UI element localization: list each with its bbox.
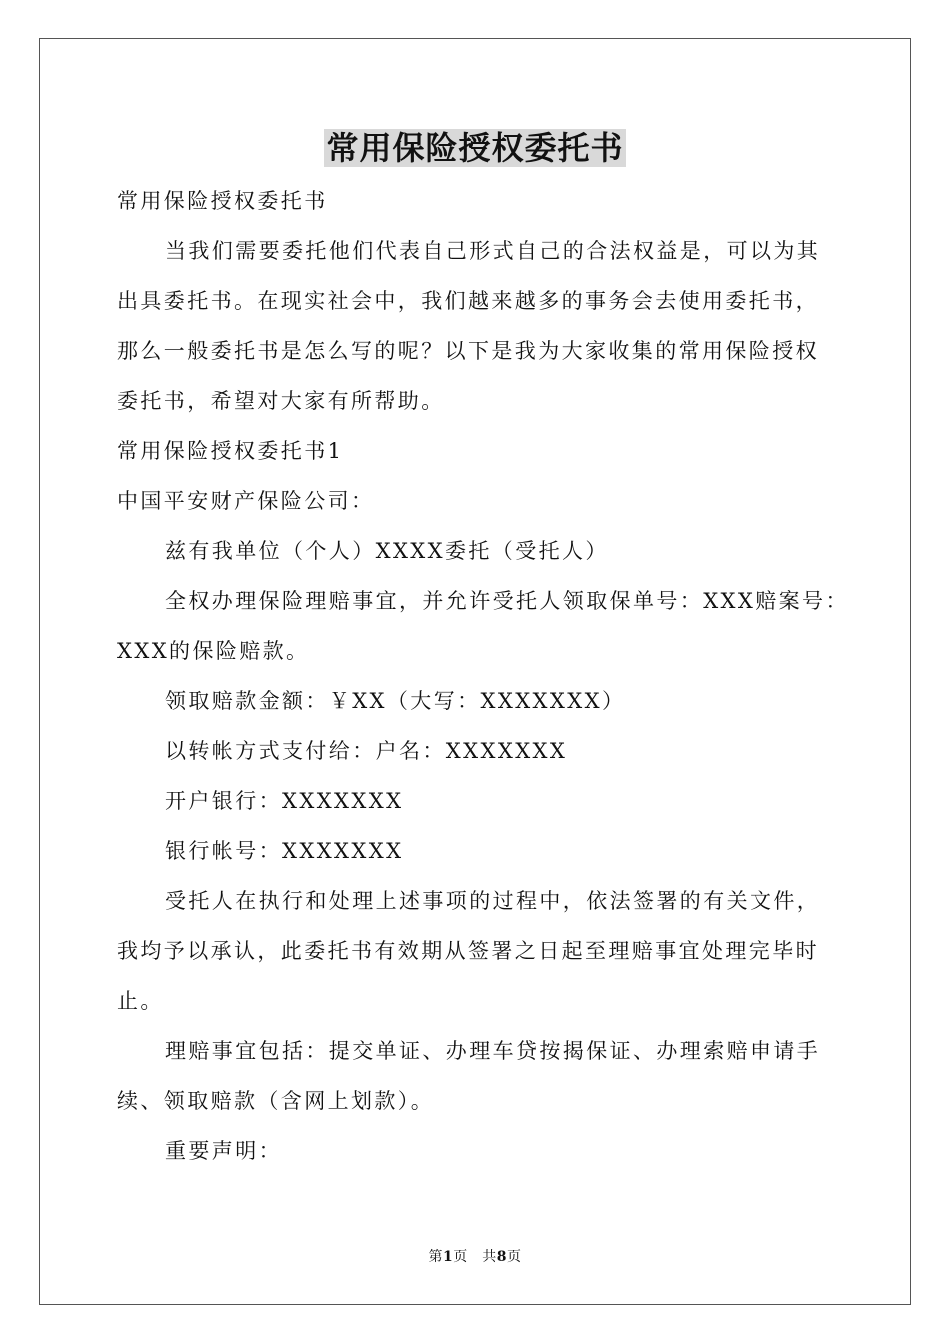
body-line: 止。 <box>117 989 164 1013</box>
total-page-number: 8 <box>496 1249 507 1265</box>
page-label-middle: 页 共 <box>453 1249 497 1265</box>
bank-line: 开户银行：XXXXXXX <box>165 789 404 813</box>
claim-amount-line: 领取赔款金额：￥XX（大写：XXXXXXX） <box>165 689 626 713</box>
page-label-suffix: 页 <box>507 1249 522 1265</box>
body-line: 全权办理保险理赔事宜，并允许受托人领取保单号：XXX赔案号： <box>165 589 849 613</box>
body-line: 我均予以承认，此委托书有效期从签署之日起至理赔事宜处理完毕时 <box>117 939 819 963</box>
body-line: 受托人在执行和处理上述事项的过程中，依法签署的有关文件， <box>165 889 821 913</box>
body-line: 那么一般委托书是怎么写的呢？以下是我为大家收集的常用保险授权 <box>117 339 819 363</box>
document-body <box>117 176 849 1176</box>
account-line: 银行帐号：XXXXXXX <box>165 839 404 863</box>
section-heading: 常用保险授权委托书1 <box>117 439 344 463</box>
current-page-number: 1 <box>443 1249 454 1265</box>
page-number-footer <box>0 1247 950 1267</box>
body-line: XXX的保险赔款。 <box>117 639 310 663</box>
body-line: 出具委托书。在现实社会中，我们越来越多的事务会去使用委托书， <box>117 289 819 313</box>
body-line: 重要声明： <box>165 1139 282 1163</box>
body-line: 委托书，希望对大家有所帮助。 <box>117 389 445 413</box>
payee-line: 以转帐方式支付给：户名：XXXXXXX <box>165 739 568 763</box>
body-line: 理赔事宜包括：提交单证、办理车贷按揭保证、办理索赔申请手 <box>165 1039 821 1063</box>
document-title-text: 常用保险授权委托书 <box>326 129 624 167</box>
page-label-prefix: 第 <box>428 1249 443 1265</box>
body-line: 兹有我单位（个人）XXXX委托（受托人） <box>165 539 609 563</box>
body-line: 当我们需要委托他们代表自己形式自己的合法权益是，可以为其 <box>165 239 821 263</box>
document-title <box>0 126 950 170</box>
body-line: 续、领取赔款（含网上划款）。 <box>117 1089 435 1113</box>
addressee-line: 中国平安财产保险公司： <box>117 489 375 513</box>
body-line: 常用保险授权委托书 <box>117 189 328 213</box>
